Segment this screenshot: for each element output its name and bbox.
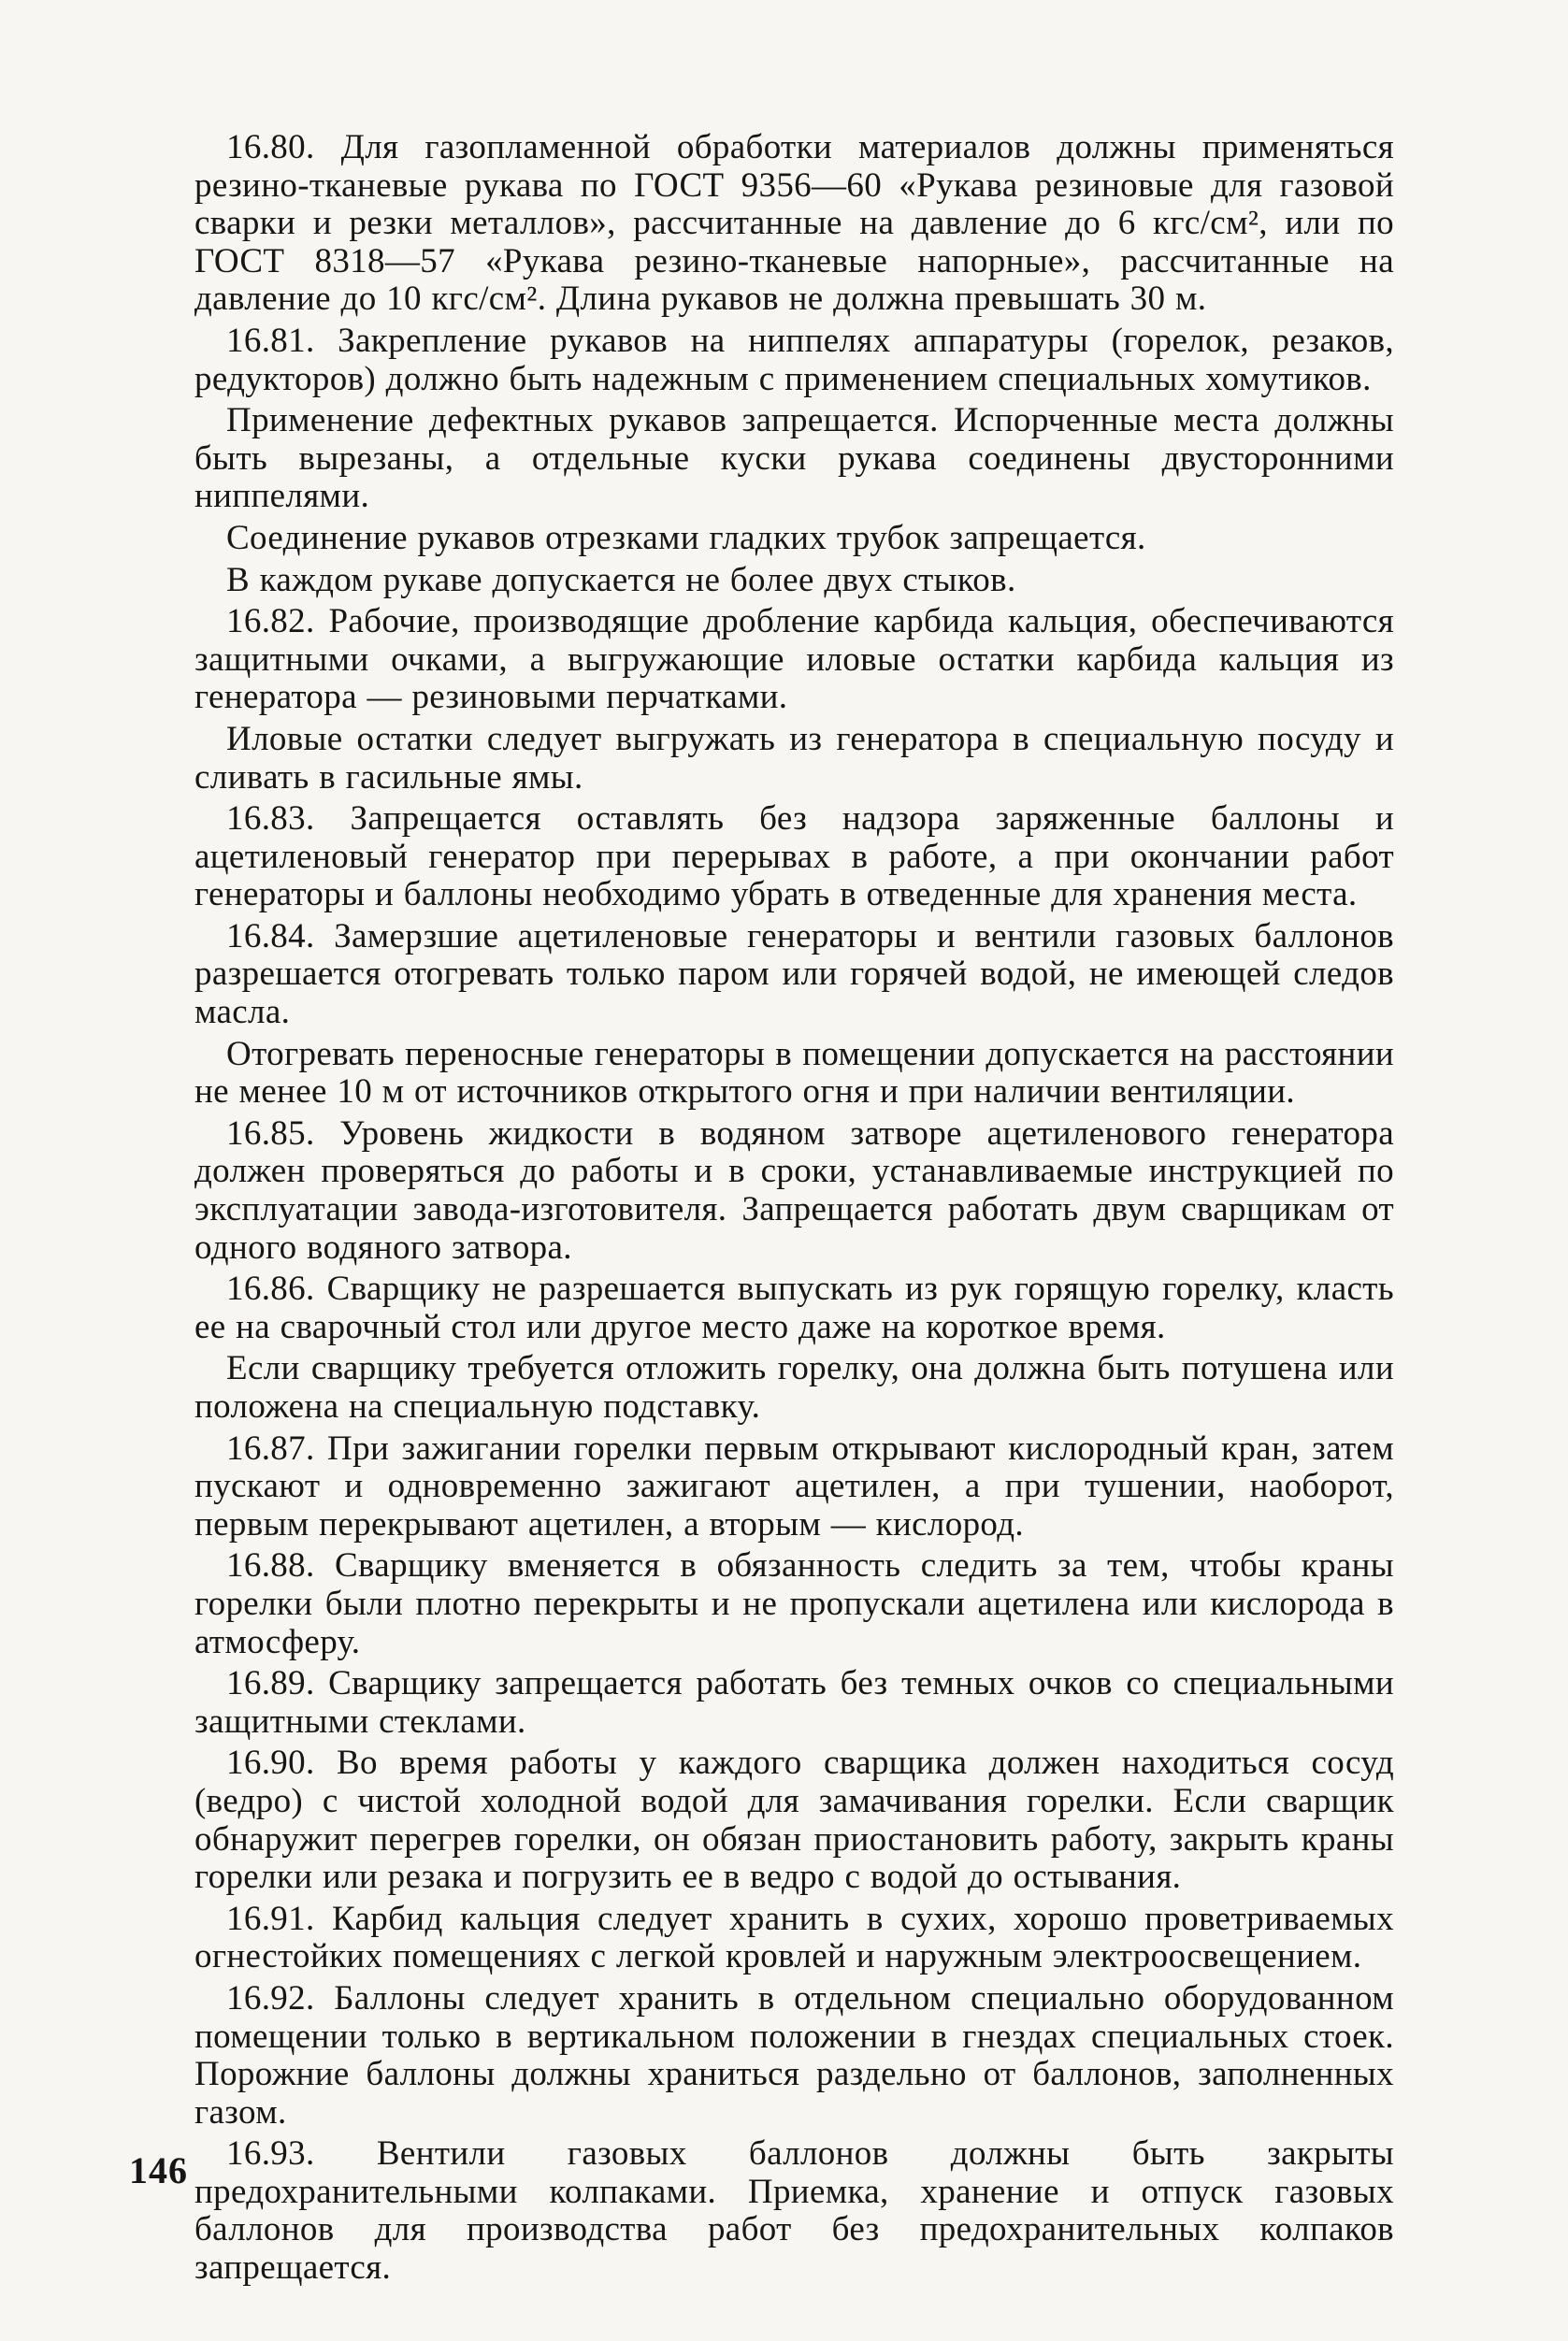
paragraph: 16.88. Сварщику вменяется в обязанность следить за тем, чтобы краны горелки были плотно перекрыты и не пропускали ацетилена или кислорода в атмосферу. — [194, 1546, 1394, 1661]
paragraph: Соединение рукавов отрезками гладких трубок запрещается. — [226, 518, 1146, 557]
paragraph: 16.87. При зажигании горелки первым открывают кислородный кран, затем пускают и одновременно зажигают ацетилен, а при тушении, наоборот, первым перекрывают ацетилен, а вторым — кислород. — [194, 1429, 1394, 1544]
paragraph: 16.93. Вентили газовых баллонов должны быть закрыты предохранительными колпаками. Приемка, хранение и отпуск газовых баллонов для производства работ без предохранительных колпаков запрещается. — [194, 2134, 1394, 2288]
paragraph: 16.92. Баллоны следует хранить в отдельном специально оборудованном помещении только в вертикальном положении в гнездах специальных стоек. Порожние баллоны должны храниться раздельно от баллонов, заполненных газом. — [194, 1978, 1394, 2132]
paragraph: Применение дефектных рукавов запрещается. Испорченные места должны быть вырезаны, а отдельные куски рукава соединены двусторонними ниппелями. — [194, 401, 1394, 516]
paragraph: 16.89. Сварщику запрещается работать без темных очков со специальными защитными стеклами. — [194, 1664, 1394, 1741]
paragraph: 16.90. Во время работы у каждого сварщика должен находиться сосуд (ведро) с чистой холодной водой для замачивания горелки. Если сварщик обнаружит перегрев горелки, он обязан приостановить работу, закрыть краны горелки или резака и погрузить ее в ведро с водой до остывания. — [194, 1744, 1394, 1897]
paragraph: Отогревать переносные генераторы в помещении допускается на расстоянии не менее 10 м от источников открытого огня и при наличии вентиляции. — [194, 1034, 1394, 1112]
paragraph: 16.91. Карбид кальция следует хранить в сухих, хорошо проветриваемых огнестойких помещениях с легкой кровлей и наружным электроосвещением. — [194, 1899, 1394, 1976]
body-text — [194, 129, 1394, 2288]
paragraph: 16.82. Рабочие, производящие дробление карбида кальция, обеспечиваются защитными очками, а выгружающие иловые остатки карбида кальция из генератора — резиновыми перчатками. — [194, 602, 1394, 717]
paragraph: 16.86. Сварщику не разрешается выпускать из рук горящую горелку, класть ее на сварочный стол или другое место даже на короткое время. — [194, 1270, 1394, 1346]
paragraph: Если сварщику требуется отложить горелку, она должна быть потушена или положена на специальную подставку. — [194, 1349, 1394, 1426]
paragraph: 16.85. Уровень жидкости в водяном затворе ацетиленового генератора должен проверяться до работы и в сроки, устанавливаемые инструкцией по эксплуатации завода-изготовителя. Запрещается работать двум сварщикам от одного водяного затвора. — [194, 1113, 1394, 1267]
page-number: 146 — [129, 2149, 188, 2191]
paragraph: 16.84. Замерзшие ацетиленовые генераторы и вентили газовых баллонов разрешается отогревать только паром или горячей водой, не имеющей следов масла. — [194, 916, 1394, 1032]
paragraph: 16.81. Закрепление рукавов на ниппелях аппаратуры (горелок, резаков, редукторов) должно быть надежным с применением специальных хомутиков. — [194, 321, 1394, 398]
paragraph: 16.80. Для газопламенной обработки материалов должны применяться резино-тканевые рукава по ГОСТ 9356—60 «Рукава резиновые для газовой сварки и резки металлов», рассчитанные на давление до 6 кгс/см², или по ГОСТ 8318—57 «Рукава резино-тканевые напорные», рассчитанные на давление до 10 кгс/см². Длина рукавов не должна превышать 30 м. — [194, 128, 1394, 319]
paragraph: В каждом рукаве допускается не более двух стыков. — [226, 560, 1016, 599]
paragraph: Иловые остатки следует выгружать из генератора в специальную посуду и сливать в гасильные ямы. — [194, 719, 1394, 797]
paragraph: 16.83. Запрещается оставлять без надзора заряженные баллоны и ацетиленовый генератор при перерывах в работе, а при окончании работ генераторы и баллоны необходимо убрать в отведенные для хранения места. — [194, 799, 1394, 914]
